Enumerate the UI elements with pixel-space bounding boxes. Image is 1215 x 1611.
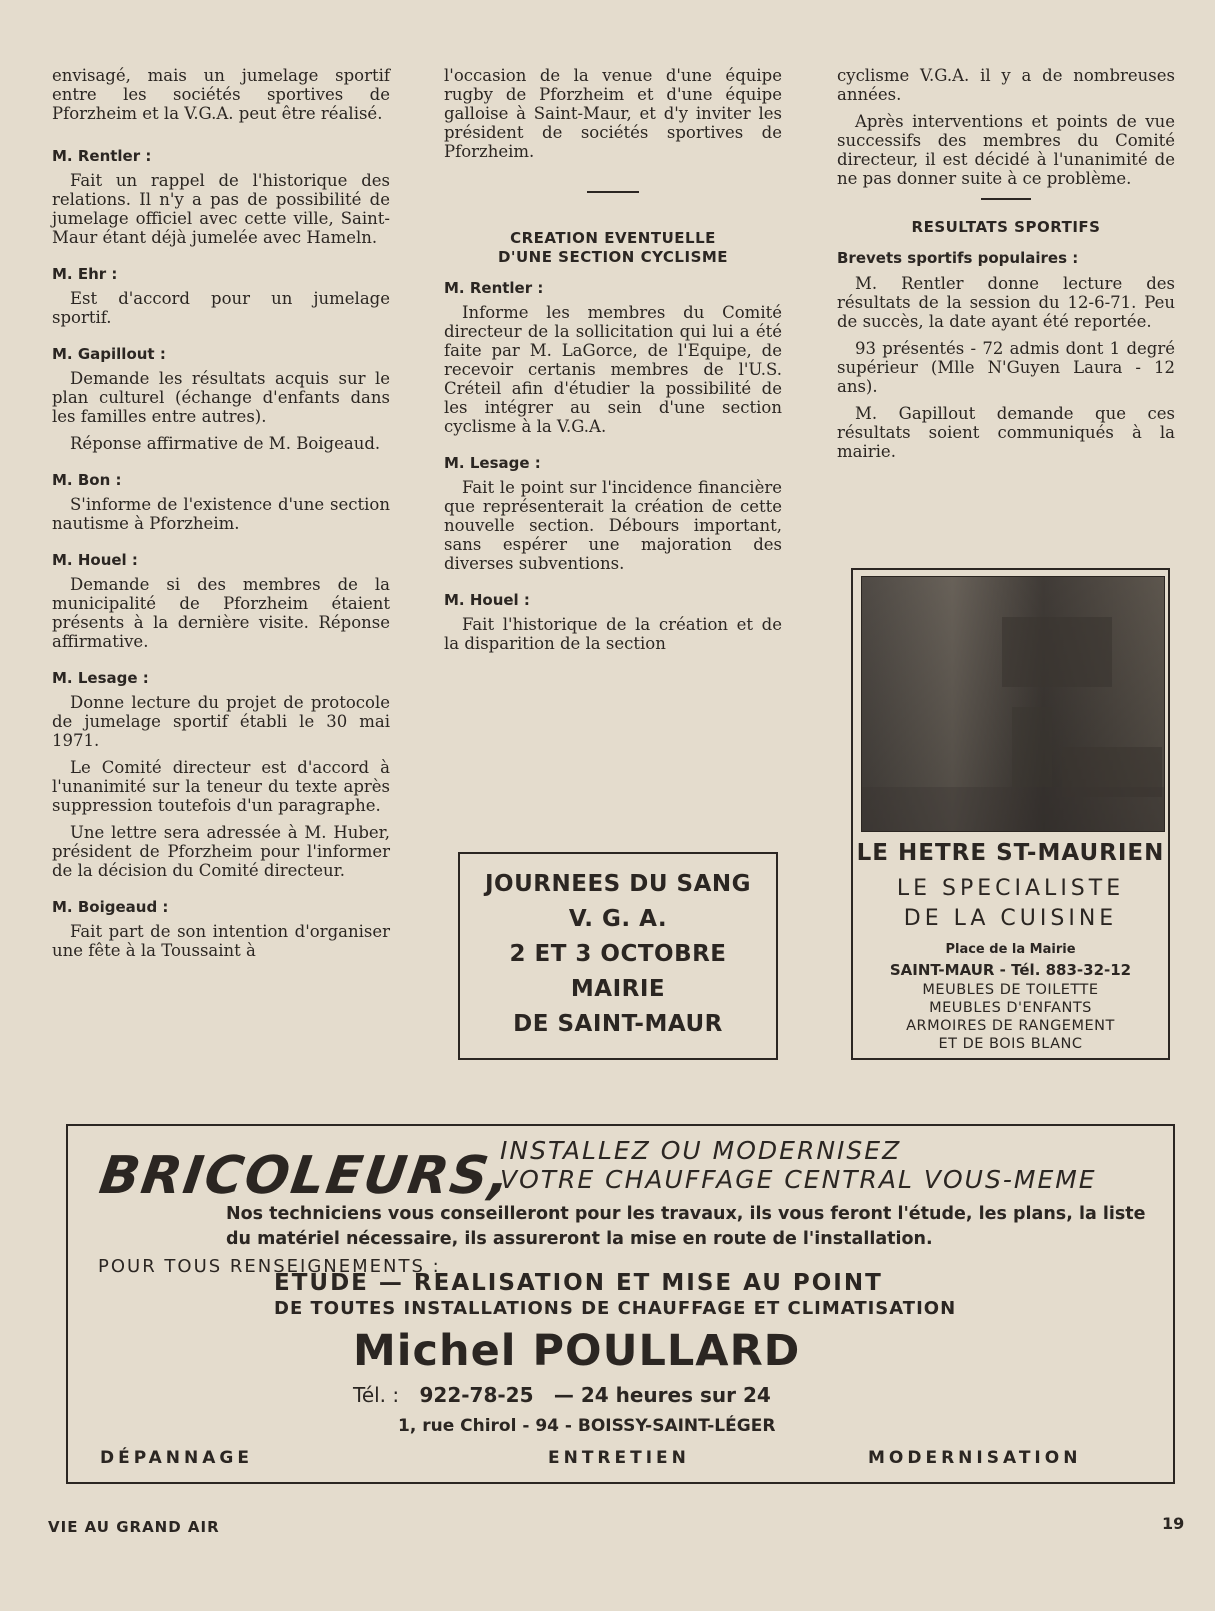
speaker-gapillout-text: Demande les résultats acquis sur le plan culturel (échange d'enfants dans les familles entre autres). <box>52 369 390 426</box>
shop-phone: SAINT-MAUR - Tél. 883-32-12 <box>889 961 1132 979</box>
kitchen-floor-shape <box>862 787 1164 831</box>
column-2-intro: l'occasion de la venue d'une équipe rugby de Pforzheim et d'une équipe galloise à Saint-Maur, et d'y inviter les président de sociétés sportives de Pforzheim. <box>444 66 782 161</box>
shop-item: MEUBLES D'ENFANTS <box>929 1000 1092 1016</box>
speaker-lesage: M. Lesage : <box>52 669 149 687</box>
speaker-lesage-text-2: Le Comité directeur est d'accord à l'unanimité sur la teneur du texte après suppression toutefois d'un paragraphe. <box>52 758 390 815</box>
ad-info-label: POUR TOUS RENSEIGNEMENTS : <box>98 1256 441 1277</box>
speaker-ehr: M. Ehr : <box>52 265 118 283</box>
ad-phone-number: 922-78-25 <box>419 1383 534 1407</box>
article-column-1 <box>52 66 390 968</box>
section-heading-cyclisme <box>444 229 782 267</box>
ad-service-modernisation: MODERNISATION <box>868 1448 1082 1468</box>
kitchen-cabinet-shape <box>1002 617 1112 687</box>
speaker-houel-text: Fait l'historique de la création et de la disparition de la section <box>444 615 782 653</box>
speaker-bon: M. Bon : <box>52 471 122 489</box>
publication-name: VIE AU GRAND AIR <box>48 1518 220 1536</box>
speaker-rentler-text: Fait un rappel de l'historique des relations. Il n'y a pas de possibilité de jumelage officiel avec cette ville, Saint-Maur étant déjà jumelée avec Hameln. <box>52 171 390 247</box>
speaker-lesage-text-3: Une lettre sera adressée à M. Huber, président de Pforzheim pour l'informer de la décision du Comité directeur. <box>52 823 390 880</box>
article-column-3 <box>837 66 1175 469</box>
shop-tagline-2: DE LA CUISINE <box>903 906 1118 931</box>
heading-line-1: CREATION EVENTUELLE <box>510 229 716 247</box>
ad-slogan-line-1: INSTALLEZ OU MODERNISEZ <box>500 1136 902 1165</box>
speaker-houel: M. Houel : <box>52 551 138 569</box>
ad-company-name: Michel POULLARD <box>353 1326 801 1376</box>
notice-line-4: MAIRIE <box>570 976 666 1002</box>
section-separator <box>587 191 639 193</box>
results-paragraph-2: 93 présentés - 72 admis dont 1 degré supérieur (Mlle N'Guyen Laura - 12 ans). <box>837 339 1175 396</box>
notice-line-5: DE SAINT-MAUR <box>513 1011 723 1037</box>
ad-body-text: Nos techniciens vous conseilleront pour les travaux, ils vous feront l'étude, les plans, la liste du matériel nécessaire, ils assureront la mise en route de l'installation. <box>226 1204 1146 1249</box>
ad-address: 1, rue Chirol - 94 - BOISSY-SAINT-LÉGER <box>398 1416 776 1436</box>
speaker-houel: M. Houel : <box>444 591 530 609</box>
shop-place: Place de la Mairie <box>945 942 1076 957</box>
speaker-lesage: M. Lesage : <box>444 454 541 472</box>
speaker-gapillout: M. Gapillout : <box>52 345 166 363</box>
ad-services-subheading: DE TOUTES INSTALLATIONS DE CHAUFFAGE ET CLIMATISATION <box>274 1298 957 1319</box>
shop-item: ET DE BOIS BLANC <box>938 1036 1083 1052</box>
section-heading-resultats: RESULTATS SPORTIFS <box>911 218 1101 236</box>
ad-services-heading: ETUDE — REALISATION ET MISE AU POINT <box>274 1270 883 1296</box>
speaker-boigeaud: M. Boigeaud : <box>52 898 169 916</box>
speaker-lesage-text: Fait le point sur l'incidence financière que représenterait la création de cette nouvelle section. Débours important, sans espérer une majoration des diverses subventions. <box>444 478 782 573</box>
page-number: 19 <box>1162 1514 1185 1533</box>
ad-phone <box>353 1383 771 1407</box>
speaker-rentler: M. Rentler : <box>444 279 544 297</box>
ad-phone-hours: — 24 heures sur 24 <box>553 1383 771 1407</box>
speaker-ehr-text: Est d'accord pour un jumelage sportif. <box>52 289 390 327</box>
speaker-rentler-text: Informe les membres du Comité directeur de la sollicitation qui lui a été faite par M. LaGorce, de l'Equipe, de recevoir certanis membres de l'U.S. Créteil afin d'étudier la possibilité de les intégrer au sein d'une section cyclisme à la V.G.A. <box>444 303 782 436</box>
section-separator <box>981 198 1031 200</box>
shop-item: MEUBLES DE TOILETTE <box>922 982 1099 998</box>
speaker-bon-text: S'informe de l'existence d'une section nautisme à Pforzheim. <box>52 495 390 533</box>
kitchen-oven-shape <box>1012 707 1052 787</box>
speaker-gapillout-reply: Réponse affirmative de M. Boigeaud. <box>70 434 381 453</box>
ad-service-entretien: ENTRETIEN <box>548 1448 690 1468</box>
committee-decision: Après interventions et points de vue successifs des membres du Comité directeur, il est décidé à l'unanimité de ne pas donner suite à ce problème. <box>837 112 1175 188</box>
blood-donation-notice <box>458 852 778 1060</box>
results-paragraph-1: M. Rentler donne lecture des résultats de la session du 12-6-71. Peu de succès, la date ayant été reportée. <box>837 274 1175 331</box>
results-paragraph-3: M. Gapillout demande que ces résultats soient communiqués à la mairie. <box>837 404 1175 461</box>
bricoleurs-advertisement <box>66 1124 1175 1484</box>
shop-item: ARMOIRES DE RANGEMENT <box>906 1018 1115 1034</box>
notice-line-3: 2 ET 3 OCTOBRE <box>509 941 727 967</box>
heading-line-2: D'UNE SECTION CYCLISME <box>497 248 729 266</box>
article-column-2 <box>444 66 782 661</box>
speaker-boigeaud-text: Fait part de son intention d'organiser une fête à la Toussaint à <box>52 922 390 960</box>
ad-phone-label: Tél. : <box>353 1383 400 1407</box>
kitchen-photo <box>861 576 1165 832</box>
notice-line-1: JOURNEES DU SANG <box>484 871 751 897</box>
subheading-brevets: Brevets sportifs populaires : <box>837 249 1079 267</box>
ad-slogan <box>500 1136 1097 1194</box>
ad-slogan-line-2: VOTRE CHAUFFAGE CENTRAL VOUS-MEME <box>500 1165 1097 1194</box>
shop-items <box>853 981 1168 1053</box>
ad-service-depannage: DÉPANNAGE <box>100 1448 253 1468</box>
column-3-intro: cyclisme V.G.A. il y a de nombreuses années. <box>837 66 1175 104</box>
speaker-rentler: M. Rentler : <box>52 147 152 165</box>
hetre-advertisement <box>851 568 1170 1060</box>
shop-name: LE HETRE ST-MAURIEN <box>856 840 1165 866</box>
speaker-houel-text: Demande si des membres de la municipalité de Pforzheim étaient présents à la dernière visite. Réponse affirmative. <box>52 575 390 651</box>
shop-tagline-1: LE SPECIALISTE <box>896 876 1125 901</box>
column-1-intro: envisagé, mais un jumelage sportif entre les sociétés sportives de Pforzheim et la V.G.A. peut être réalisé. <box>52 66 390 123</box>
ad-title: BRICOLEURS, <box>95 1146 516 1206</box>
speaker-lesage-text: Donne lecture du projet de protocole de jumelage sportif établi le 30 mai 1971. <box>52 693 390 750</box>
notice-line-2: V. G. A. <box>568 906 668 932</box>
